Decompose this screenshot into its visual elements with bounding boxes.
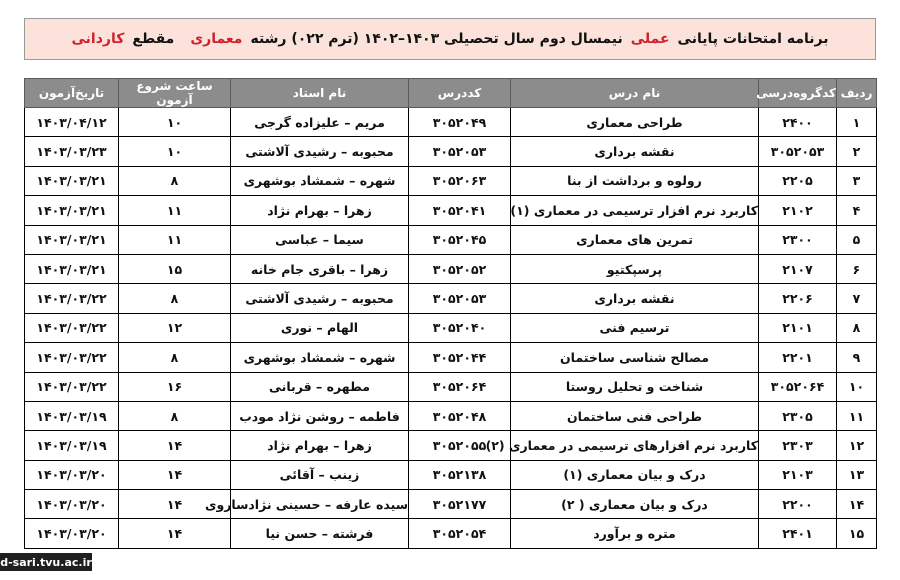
cell-course-code: ۳۰۵۲۰۴۰ <box>409 313 511 342</box>
table-row <box>25 343 877 372</box>
cell-start-time: ۱۴ <box>119 490 231 519</box>
cell-row-number: ۴ <box>837 196 877 225</box>
cell-start-time: ۸ <box>119 401 231 430</box>
cell-group-code: ۲۴۰۰ <box>759 108 837 137</box>
cell-exam-date: ۱۴۰۳/۰۳/۱۹ <box>25 431 119 460</box>
cell-exam-date: ۱۴۰۳/۰۳/۲۰ <box>25 519 119 548</box>
cell-instructor: زهرا – بهرام نژاد <box>231 196 409 225</box>
cell-group-code: ۲۱۰۱ <box>759 313 837 342</box>
cell-group-code: ۳۰۵۲۰۶۴ <box>759 372 837 401</box>
table-row <box>25 166 877 195</box>
cell-course-name: رولوه و برداشت از بنا <box>511 166 759 195</box>
table-row <box>25 284 877 313</box>
cell-exam-date: ۱۴۰۳/۰۳/۲۲ <box>25 343 119 372</box>
site-watermark: d-sari.tvu.ac.ir <box>0 553 92 571</box>
cell-exam-date: ۱۴۰۳/۰۳/۲۳ <box>25 137 119 166</box>
cell-exam-date: ۱۴۰۳/۰۳/۲۱ <box>25 166 119 195</box>
title-highlight-major: معماری <box>190 31 243 47</box>
cell-course-code: ۳۰۵۲۰۶۳ <box>409 166 511 195</box>
cell-exam-date: ۱۴۰۳/۰۳/۱۹ <box>25 401 119 430</box>
cell-instructor: الهام – نوری <box>231 313 409 342</box>
cell-instructor: سیده عارفه – حسینی نژادساروی <box>231 490 409 519</box>
cell-course-name: کاربرد نرم افزار ترسیمی در معماری (۱) <box>511 196 759 225</box>
cell-row-number: ۲ <box>837 137 877 166</box>
cell-course-name: تمرین های معماری <box>511 225 759 254</box>
cell-group-code: ۲۴۰۱ <box>759 519 837 548</box>
cell-course-name: پرسپکتیو <box>511 254 759 283</box>
cell-instructor: محبوبه – رشیدی آلاشتی <box>231 284 409 313</box>
table-row <box>25 225 877 254</box>
header-instructor: نام استاد <box>231 79 409 108</box>
cell-course-code: ۳۰۵۲۰۶۴ <box>409 372 511 401</box>
cell-course-code: ۳۰۵۲۱۷۷ <box>409 490 511 519</box>
table-row <box>25 401 877 430</box>
cell-row-number: ۱۲ <box>837 431 877 460</box>
table-row <box>25 431 877 460</box>
cell-row-number: ۱۵ <box>837 519 877 548</box>
cell-course-code: ۳۰۵۲۰۴۹ <box>409 108 511 137</box>
cell-start-time: ۱۰ <box>119 108 231 137</box>
table-row <box>25 254 877 283</box>
cell-course-code: ۳۰۵۲۰۴۵ <box>409 225 511 254</box>
cell-course-code: ۳۰۵۲۰۵۲ <box>409 254 511 283</box>
table-row <box>25 519 877 548</box>
cell-row-number: ۱۴ <box>837 490 877 519</box>
cell-instructor: زهرا – باقری جام خانه <box>231 254 409 283</box>
cell-course-code: ۳۰۵۲۰۴۸ <box>409 401 511 430</box>
title-highlight-practical: عملی <box>630 31 670 47</box>
cell-row-number: ۷ <box>837 284 877 313</box>
cell-course-code: ۳۰۵۲۱۳۸ <box>409 460 511 489</box>
cell-course-name: درک و بیان معماری ( ۲) <box>511 490 759 519</box>
cell-start-time: ۸ <box>119 166 231 195</box>
table-row <box>25 108 877 137</box>
cell-row-number: ۶ <box>837 254 877 283</box>
cell-exam-date: ۱۴۰۳/۰۳/۲۱ <box>25 225 119 254</box>
cell-instructor: محبوبه – رشیدی آلاشتی <box>231 137 409 166</box>
cell-start-time: ۱۰ <box>119 137 231 166</box>
table-row <box>25 490 877 519</box>
cell-row-number: ۸ <box>837 313 877 342</box>
cell-instructor: فرشته – حسن نیا <box>231 519 409 548</box>
cell-course-name: طراحی فنی ساختمان <box>511 401 759 430</box>
cell-instructor: فاطمه – روشن نژاد مودب <box>231 401 409 430</box>
header-exam-date: تاریخ‌آزمون <box>25 79 119 108</box>
exam-schedule-table <box>24 78 877 549</box>
table-body <box>25 108 877 549</box>
cell-group-code: ۲۱۰۷ <box>759 254 837 283</box>
cell-start-time: ۱۴ <box>119 431 231 460</box>
cell-start-time: ۱۲ <box>119 313 231 342</box>
cell-exam-date: ۱۴۰۳/۰۳/۲۲ <box>25 313 119 342</box>
cell-start-time: ۱۱ <box>119 225 231 254</box>
cell-course-name: کاربرد نرم افزارهای ترسیمی در معماری (۲) <box>511 431 759 460</box>
cell-row-number: ۱۳ <box>837 460 877 489</box>
cell-course-name: شناخت و تحلیل روستا <box>511 372 759 401</box>
cell-row-number: ۱ <box>837 108 877 137</box>
cell-course-code: ۳۰۵۲۰۵۵ <box>409 431 511 460</box>
header-group-code: کدگروه‌درسی <box>759 79 837 108</box>
cell-start-time: ۱۱ <box>119 196 231 225</box>
cell-exam-date: ۱۴۰۳/۰۳/۲۰ <box>25 490 119 519</box>
header-course-code: کددرس <box>409 79 511 108</box>
cell-group-code: ۲۳۰۳ <box>759 431 837 460</box>
cell-course-code: ۳۰۵۲۰۴۱ <box>409 196 511 225</box>
cell-course-name: مصالح شناسی ساختمان <box>511 343 759 372</box>
cell-group-code: ۲۳۰۰ <box>759 225 837 254</box>
cell-row-number: ۱۰ <box>837 372 877 401</box>
cell-course-name: ترسیم فنی <box>511 313 759 342</box>
table-header-row <box>25 79 877 108</box>
cell-instructor: سیما – عباسی <box>231 225 409 254</box>
cell-group-code: ۲۲۰۱ <box>759 343 837 372</box>
cell-group-code: ۲۲۰۶ <box>759 284 837 313</box>
cell-exam-date: ۱۴۰۳/۰۳/۲۰ <box>25 460 119 489</box>
cell-start-time: ۱۴ <box>119 519 231 548</box>
cell-instructor: زهرا – بهرام نژاد <box>231 431 409 460</box>
title-part1: برنامه امتحانات پایانی <box>677 31 829 47</box>
cell-instructor: شهره – شمشاد بوشهری <box>231 166 409 195</box>
cell-exam-date: ۱۴۰۳/۰۳/۲۱ <box>25 196 119 225</box>
cell-group-code: ۳۰۵۲۰۵۳ <box>759 137 837 166</box>
cell-exam-date: ۱۴۰۳/۰۳/۲۲ <box>25 372 119 401</box>
cell-course-name: نقشه برداری <box>511 284 759 313</box>
cell-row-number: ۹ <box>837 343 877 372</box>
cell-course-code: ۳۰۵۲۰۵۳ <box>409 137 511 166</box>
cell-course-name: نقشه برداری <box>511 137 759 166</box>
cell-course-code: ۳۰۵۲۰۵۴ <box>409 519 511 548</box>
cell-start-time: ۸ <box>119 343 231 372</box>
cell-row-number: ۳ <box>837 166 877 195</box>
cell-row-number: ۱۱ <box>837 401 877 430</box>
cell-instructor: زینب – آقائی <box>231 460 409 489</box>
cell-course-code: ۳۰۵۲۰۵۳ <box>409 284 511 313</box>
table-row <box>25 313 877 342</box>
cell-instructor: مریم – علیزاده گرجی <box>231 108 409 137</box>
cell-course-name: طراحی معماری <box>511 108 759 137</box>
cell-group-code: ۲۲۰۵ <box>759 166 837 195</box>
header-course-name: نام درس <box>511 79 759 108</box>
cell-exam-date: ۱۴۰۳/۰۳/۲۲ <box>25 284 119 313</box>
cell-exam-date: ۱۴۰۳/۰۳/۲۱ <box>25 254 119 283</box>
table-row <box>25 372 877 401</box>
table-row <box>25 460 877 489</box>
page-title <box>24 18 876 60</box>
cell-start-time: ۱۶ <box>119 372 231 401</box>
cell-group-code: ۲۱۰۲ <box>759 196 837 225</box>
cell-course-name: درک و بیان معماری (۱) <box>511 460 759 489</box>
header-start-time: ساعت شروع آزمون <box>119 79 231 108</box>
cell-instructor: شهره – شمشاد بوشهری <box>231 343 409 372</box>
title-part2: نیمسال دوم سال تحصیلی ۱۴۰۳–۱۴۰۲ (ترم ۰۲۲) رشته <box>250 31 623 47</box>
cell-start-time: ۱۵ <box>119 254 231 283</box>
cell-start-time: ۸ <box>119 284 231 313</box>
cell-course-code: ۳۰۵۲۰۴۴ <box>409 343 511 372</box>
cell-row-number: ۵ <box>837 225 877 254</box>
cell-exam-date: ۱۴۰۳/۰۴/۱۲ <box>25 108 119 137</box>
cell-group-code: ۲۲۰۰ <box>759 490 837 519</box>
title-part3: مقطع <box>132 31 175 47</box>
table-row <box>25 137 877 166</box>
header-row-number: ردیف <box>837 79 877 108</box>
cell-course-name: متره و برآورد <box>511 519 759 548</box>
cell-group-code: ۲۳۰۵ <box>759 401 837 430</box>
cell-instructor: مطهره – قربانی <box>231 372 409 401</box>
cell-group-code: ۲۱۰۳ <box>759 460 837 489</box>
title-highlight-degree: کاردانی <box>71 31 125 47</box>
table-row <box>25 196 877 225</box>
cell-start-time: ۱۴ <box>119 460 231 489</box>
